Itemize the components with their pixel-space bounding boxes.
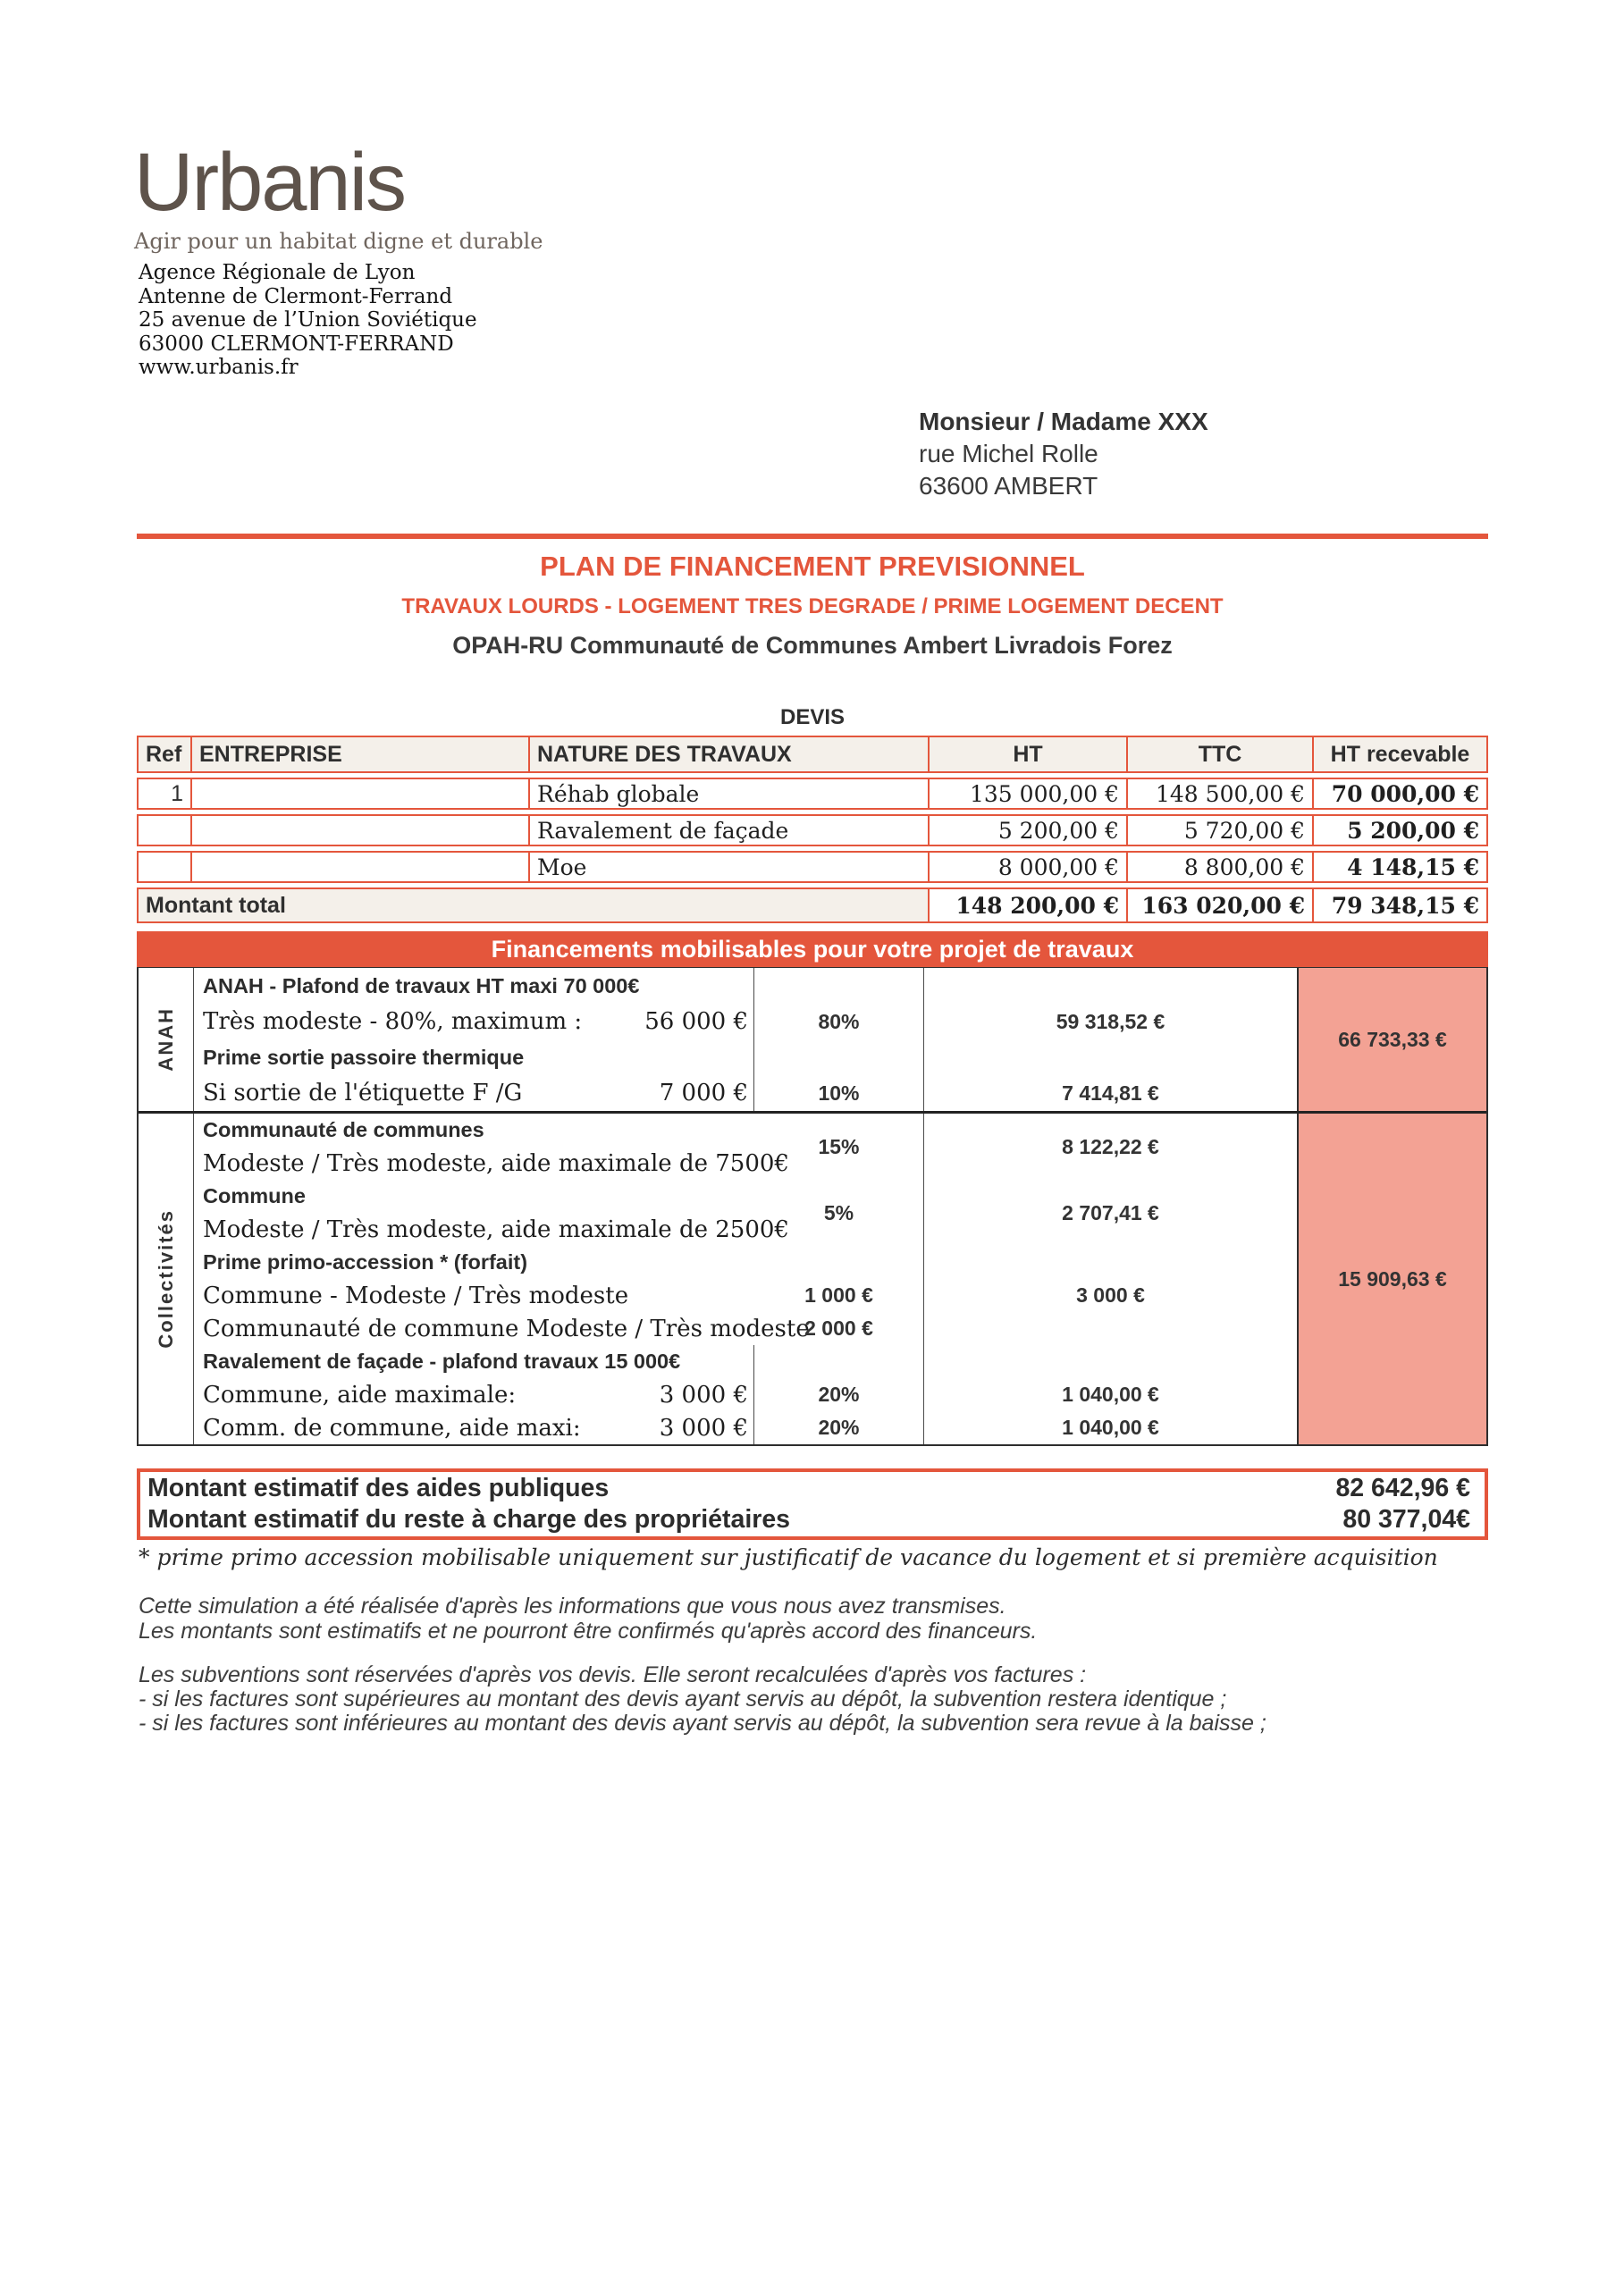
devis-ref bbox=[137, 851, 192, 883]
amount-value: 1 040,00 € bbox=[1062, 1383, 1159, 1406]
devis-caption: DEVIS bbox=[779, 705, 846, 729]
devis-ttc: 8 800,00 € bbox=[1128, 851, 1314, 883]
summary-row-reste bbox=[140, 1504, 1485, 1535]
devis-nature: Réhab globale bbox=[530, 778, 930, 810]
devis-ht: 135 000,00 € bbox=[930, 778, 1128, 810]
financing-line: Communauté de commune Modeste / Très modeste bbox=[203, 1315, 810, 1342]
devis-row bbox=[137, 851, 1488, 883]
anah-descriptions bbox=[194, 968, 754, 1111]
divider-rule bbox=[137, 534, 1488, 539]
collectivites-total-cell: 15 909,63 € bbox=[1299, 1114, 1486, 1444]
devis-total-ht-recevable: 79 348,15 € bbox=[1314, 887, 1488, 923]
program-title: OPAH-RU Communauté de Communes Ambert Livradois Forez bbox=[452, 632, 1173, 659]
anah-amounts-column bbox=[923, 968, 1299, 1111]
devis-header-entreprise: ENTREPRISE bbox=[192, 736, 530, 773]
devis-ht: 5 200,00 € bbox=[930, 814, 1128, 846]
devis-header-ref: Ref bbox=[137, 736, 192, 773]
rate-value: 20% bbox=[818, 1416, 860, 1439]
agency-line: Antenne de Clermont-Ferrand bbox=[139, 284, 453, 308]
financing-line: Commune, aide maximale: 3 000 € bbox=[194, 1378, 754, 1411]
summary-value: 80 377,04€ bbox=[1342, 1505, 1470, 1534]
logo-tagline: Agir pour un habitat digne et durable bbox=[134, 229, 543, 254]
summary-box bbox=[137, 1468, 1488, 1540]
rate-value: 5% bbox=[823, 1200, 854, 1224]
recipient-city: 63600 AMBERT bbox=[919, 472, 1098, 500]
anah-section bbox=[139, 968, 1486, 1111]
devis-nature: Moe bbox=[530, 851, 930, 883]
devis-total-label: Montant total bbox=[137, 887, 930, 923]
devis-nature: Ravalement de façade bbox=[530, 814, 930, 846]
devis-header-ht: HT bbox=[930, 736, 1128, 773]
summary-row-aides bbox=[140, 1473, 1485, 1504]
devis-ttc: 5 720,00 € bbox=[1128, 814, 1314, 846]
rate-value: 80% bbox=[818, 1009, 860, 1033]
note-line: - si les factures sont supérieures au montant des devis ayant servis au dépôt, la subvention restera identique ; bbox=[139, 1687, 1227, 1712]
logo bbox=[134, 137, 543, 254]
devis-header-row bbox=[137, 736, 1488, 773]
recipient-street: rue Michel Rolle bbox=[919, 440, 1098, 467]
amount-value: 2 707,41 € bbox=[1062, 1200, 1159, 1224]
financing-table bbox=[137, 931, 1488, 1446]
financing-line: Très modeste - 80%, maximum : 56 000 € bbox=[194, 1004, 754, 1039]
page-subtitle: TRAVAUX LOURDS - LOGEMENT TRES DEGRADE / PRIME LOGEMENT DECENT bbox=[401, 594, 1224, 618]
devis-ht-recevable: 4 148,15 € bbox=[1314, 851, 1488, 883]
anah-section-label: ANAH bbox=[139, 968, 194, 1111]
amount-value: 59 318,52 € bbox=[1056, 1009, 1165, 1033]
devis-table bbox=[137, 731, 1488, 928]
rate-value: 10% bbox=[818, 1081, 860, 1105]
financing-line: Prime sortie passoire thermique bbox=[194, 1039, 754, 1075]
rate-value: 20% bbox=[818, 1383, 860, 1406]
note-line: Cette simulation a été réalisée d'après les informations que vous nous avez transmises. bbox=[139, 1594, 1006, 1619]
collectivites-section-label: Collectivités bbox=[139, 1114, 194, 1444]
plafond-value: 3 000 € bbox=[659, 1381, 748, 1409]
collectivites-descriptions bbox=[194, 1114, 810, 1444]
amount-value: 8 122,22 € bbox=[1062, 1134, 1159, 1158]
devis-row bbox=[137, 778, 1488, 810]
devis-total-row bbox=[137, 887, 1488, 923]
devis-ht-recevable: 5 200,00 € bbox=[1314, 814, 1488, 846]
financing-line: Comm. de commune, aide maxi: 3 000 € bbox=[194, 1411, 754, 1444]
plafond-value: 7 000 € bbox=[659, 1080, 748, 1106]
devis-ref: 1 bbox=[137, 778, 192, 810]
financing-line: Modeste / Très modeste, aide maximale de 7500€ bbox=[203, 1149, 789, 1177]
note-line: Les subventions sont réservées d'après vos devis. Elle seront recalculées d'après vos factures : bbox=[139, 1662, 1087, 1687]
financing-line: Commune - Modeste / Très modeste bbox=[203, 1282, 629, 1309]
agency-website: www.urbanis.fr bbox=[139, 356, 299, 379]
financing-line: Si sortie de l'étiquette F /G 7 000 € bbox=[194, 1075, 754, 1111]
subventions-note bbox=[139, 1663, 1266, 1736]
agency-address bbox=[139, 261, 477, 380]
collectivites-amounts-column bbox=[923, 1114, 1299, 1444]
collectivites-section bbox=[139, 1111, 1486, 1444]
anah-total-cell: 66 733,33 € bbox=[1299, 968, 1486, 1111]
devis-ref bbox=[137, 814, 192, 846]
financing-line: Prime primo-accession * (forfait) bbox=[203, 1250, 528, 1274]
forfait-value: 2 000 € bbox=[804, 1316, 873, 1340]
amount-value: 7 414,81 € bbox=[1062, 1081, 1159, 1105]
devis-entreprise bbox=[192, 814, 530, 846]
summary-label: Montant estimatif des aides publiques bbox=[147, 1474, 610, 1502]
anah-rates-column bbox=[754, 968, 923, 1111]
financing-line: Communauté de communes bbox=[203, 1118, 484, 1141]
collectivites-rates-column bbox=[754, 1114, 923, 1444]
devis-total-ht: 148 200,00 € bbox=[930, 887, 1128, 923]
recipient-name: Monsieur / Madame XXX bbox=[919, 408, 1208, 435]
devis-header-nature: NATURE DES TRAVAUX bbox=[530, 736, 930, 773]
financing-line: Ravalement de façade - plafond travaux 15 000€ bbox=[194, 1345, 754, 1378]
amount-value: 1 040,00 € bbox=[1062, 1416, 1159, 1439]
recipient-block bbox=[919, 406, 1208, 502]
devis-entreprise bbox=[192, 851, 530, 883]
rate-value: 15% bbox=[818, 1134, 860, 1158]
devis-entreprise bbox=[192, 778, 530, 810]
devis-ht-recevable: 70 000,00 € bbox=[1314, 778, 1488, 810]
devis-header-ttc: TTC bbox=[1128, 736, 1314, 773]
simulation-note bbox=[139, 1594, 1037, 1644]
page-title: PLAN DE FINANCEMENT PREVISIONNEL bbox=[540, 551, 1085, 582]
note-line: Les montants sont estimatifs et ne pourront être confirmés qu'après accord des financeurs. bbox=[139, 1619, 1038, 1644]
financing-line: Modeste / Très modeste, aide maximale de 2500€ bbox=[203, 1216, 789, 1243]
forfait-value: 1 000 € bbox=[804, 1283, 873, 1307]
agency-line: 63000 CLERMONT-FERRAND bbox=[139, 332, 454, 356]
financing-line: Commune bbox=[203, 1184, 306, 1207]
summary-label: Montant estimatif du reste à charge des propriétaires bbox=[147, 1505, 791, 1534]
summary-value: 82 642,96 € bbox=[1335, 1474, 1470, 1502]
financing-title-bar: Financements mobilisables pour votre projet de travaux bbox=[137, 931, 1488, 967]
plafond-value: 3 000 € bbox=[659, 1414, 748, 1442]
financing-body bbox=[137, 967, 1488, 1446]
agency-line: Agence Régionale de Lyon bbox=[139, 261, 416, 284]
devis-ttc: 148 500,00 € bbox=[1128, 778, 1314, 810]
devis-total-ttc: 163 020,00 € bbox=[1128, 887, 1314, 923]
agency-line: 25 avenue de l’Union Soviétique bbox=[139, 308, 477, 332]
devis-ht: 8 000,00 € bbox=[930, 851, 1128, 883]
note-line: - si les factures sont inférieures au montant des devis ayant servis au dépôt, la subvention sera revue à la baisse ; bbox=[139, 1711, 1266, 1736]
plafond-value: 56 000 € bbox=[644, 1008, 748, 1035]
devis-header-ht-recevable: HT recevable bbox=[1314, 736, 1488, 773]
financing-line: ANAH - Plafond de travaux HT maxi 70 000€ bbox=[194, 968, 754, 1004]
asterisk-footnote: * prime primo accession mobilisable uniquement sur justificatif de vacance du logement et si première acquisition bbox=[139, 1544, 1438, 1570]
devis-row bbox=[137, 814, 1488, 846]
logo-wordmark: Urbanis bbox=[134, 137, 406, 228]
amount-value: 3 000 € bbox=[1076, 1283, 1145, 1307]
